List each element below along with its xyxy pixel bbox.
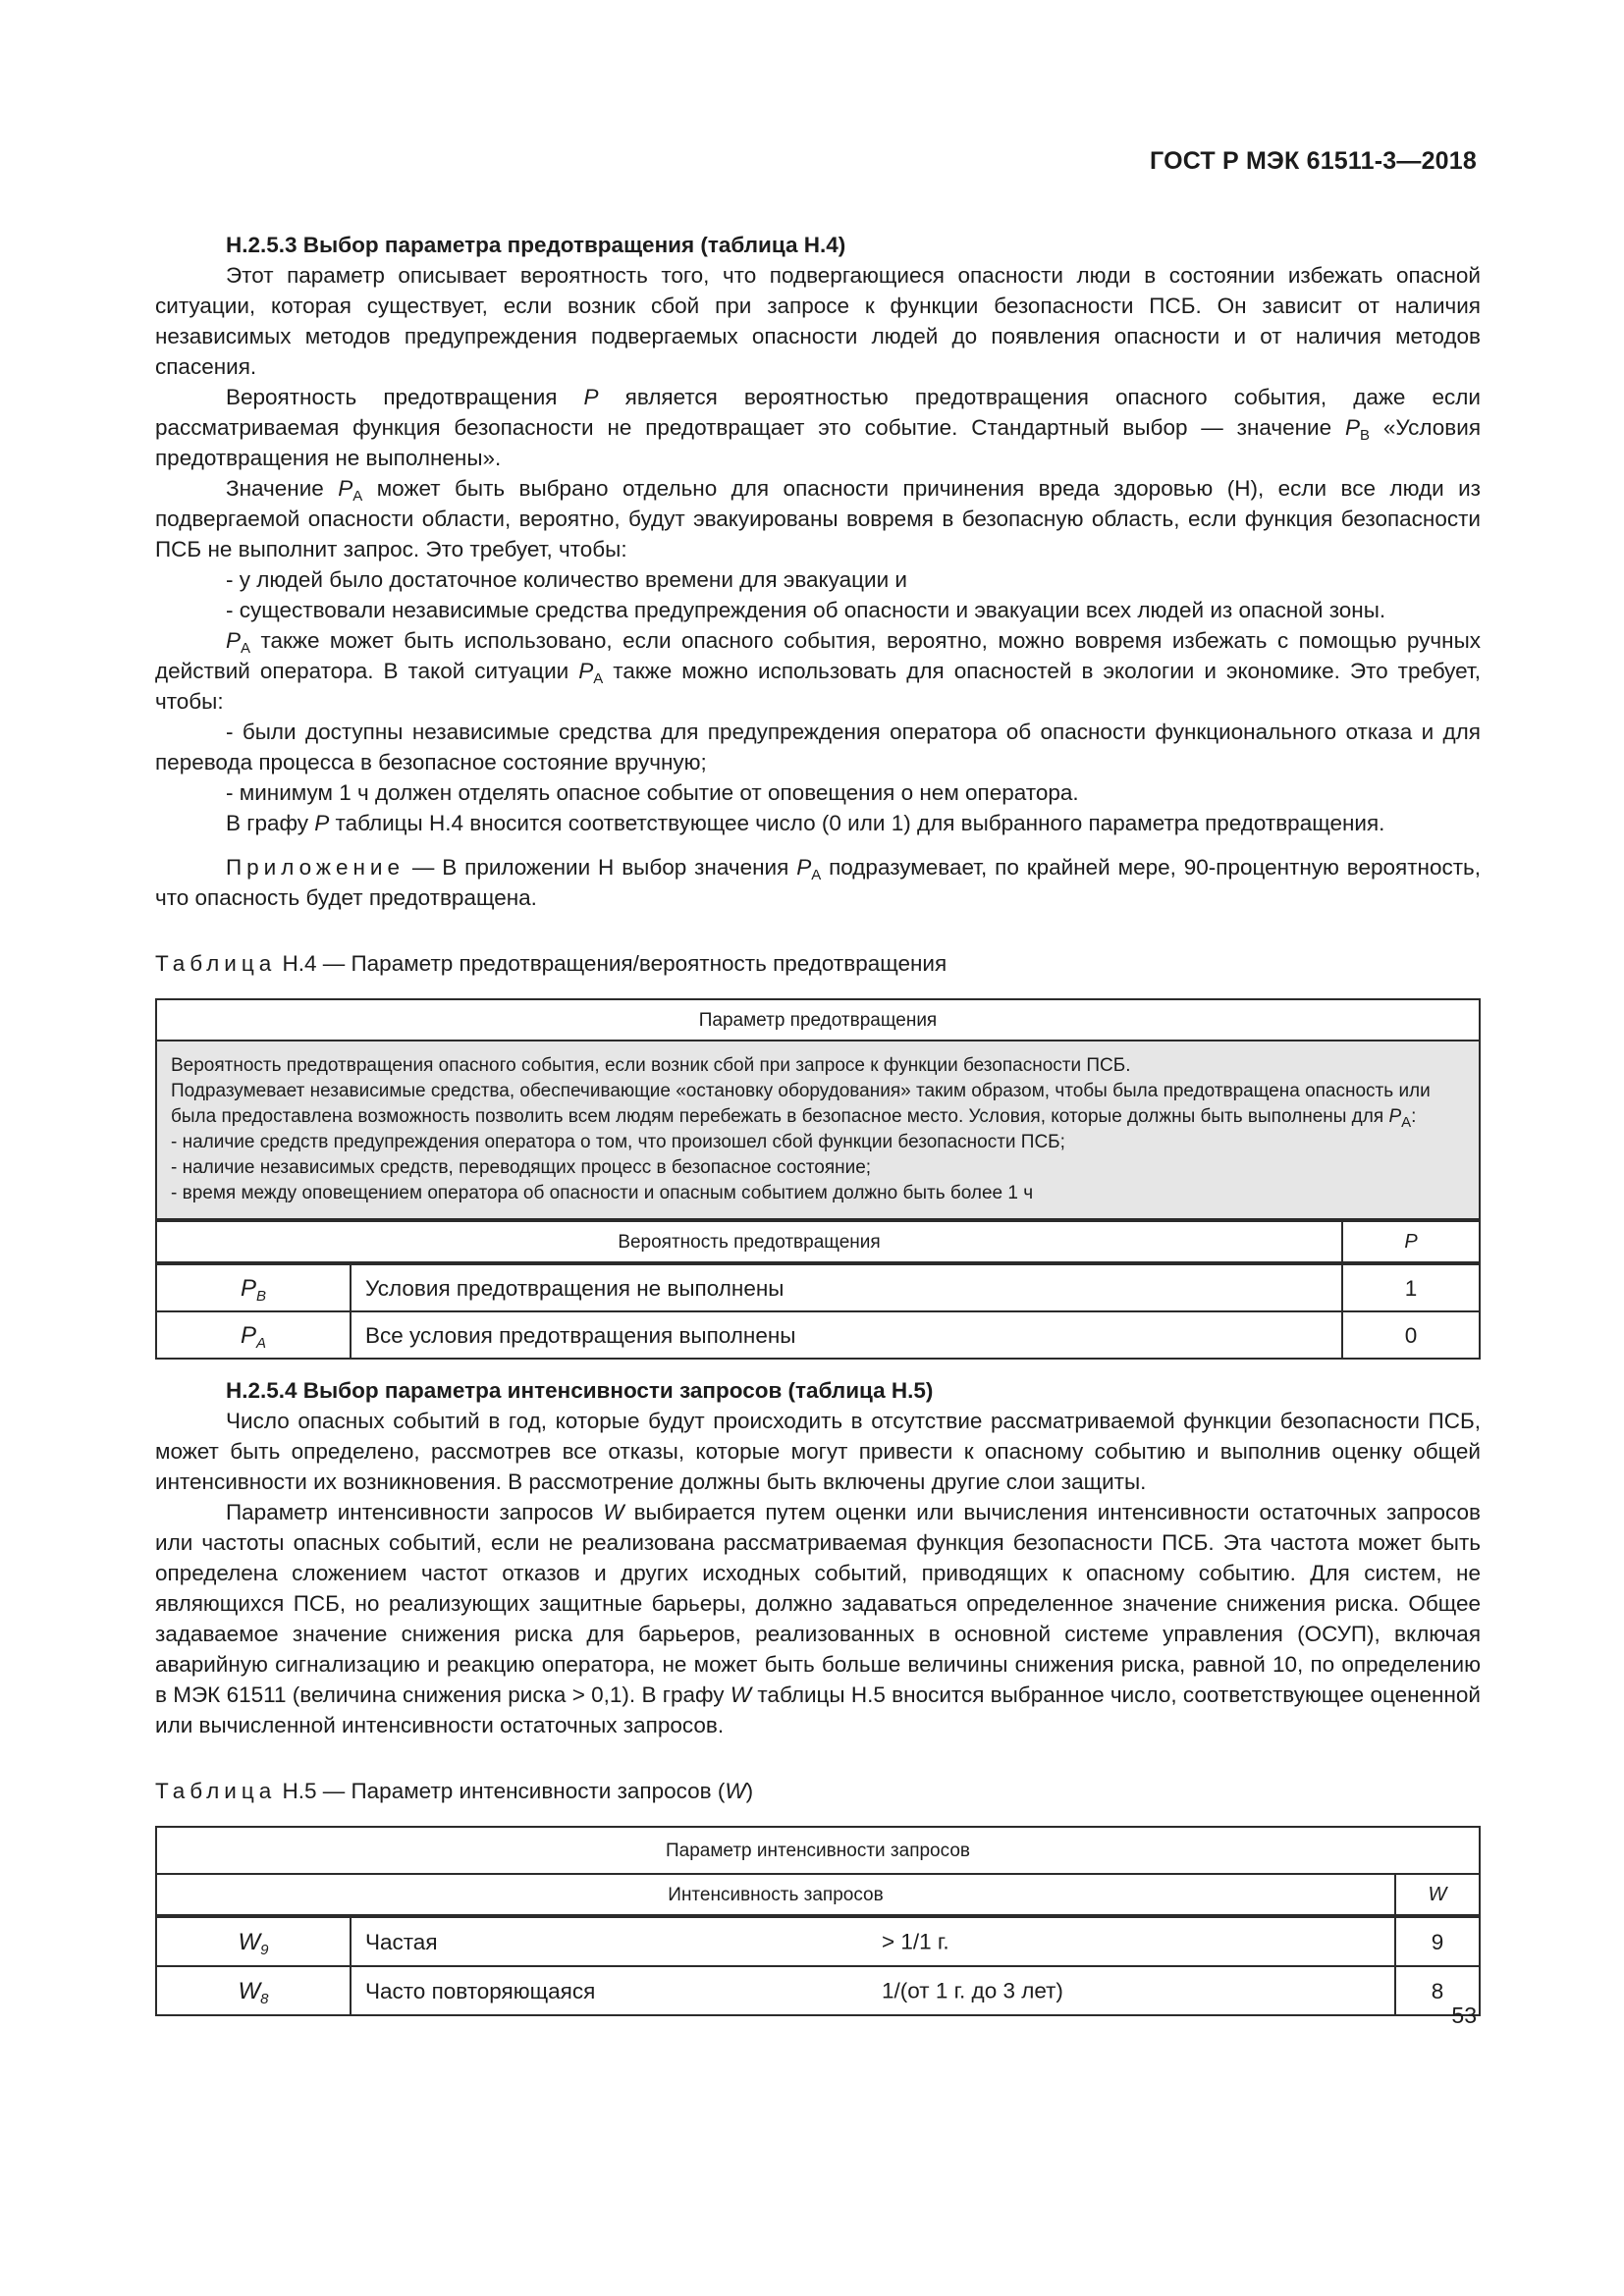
table-title: Параметр интенсивности запросов — [156, 1827, 1480, 1874]
paragraph: $P_A$ также может быть использовано, если опасного события, вероятно, можно вовремя избежать с помощью ручных действий оператора. В такой ситуации $P_A$ также можно использовать для опасностей в экологии и экономике. Это требует, чтобы: — [155, 628, 1481, 714]
page-header: ГОСТ Р МЭК 61511-3—2018 — [1150, 147, 1477, 175]
column-header-w: W — [1395, 1874, 1480, 1916]
page-number: 53 — [1451, 2002, 1477, 2028]
paragraph: Параметр интенсивности запросов W выбирается путем оценки или вычисления интенсивности остаточных запросов или частоты опасных событий, если не реализована рассматриваемая функция безопасности ПСБ. Эта частота может быть определена сложением частот отказов и других исходных событий, приводящих к опасному событию. Для систем, не являющихся ПСБ, но реализующих защитные барьеры, должно задаваться определенное значение снижения риска. Общее задаваемое значение снижения риска для барьеров, реализованных в основной системе управления (ОСУП), включая аварийную сигнализацию и реакцию оператора, не может быть больше величины снижения риска, равной 10, по определению в МЭК 61511 (величина снижения риска > 0,1). В графу W таблицы H.5 вносится выбранное число, соответствующее оцененной или вычисленной интенсивности остаточных запросов. — [155, 1500, 1481, 1737]
column-header-p: P — [1342, 1220, 1480, 1263]
row-value: 9 — [1395, 1916, 1480, 1966]
row-text: Условия предотвращения не выполнены — [351, 1263, 1342, 1311]
table-h5 — [155, 1826, 1481, 2016]
paragraph: В графу P таблицы H.4 вносится соответствующее число (0 или 1) для выбранного параметра предотвращения. — [226, 811, 1385, 835]
table-row — [156, 1263, 1480, 1311]
paragraph: Число опасных событий в год, которые будут происходить в отсутствие рассматриваемой функции безопасности ПСБ, может быть определено, рассмотрев все отказы, которые могут привести к опасному событию и выполнив оценку общей интенсивности их возникновения. В рассмотрение должны быть включены другие слои защиты. — [155, 1409, 1481, 1494]
section-heading-h253: H.2.5.3 Выбор параметра предотвращения (таблица H.4) — [226, 233, 846, 257]
paragraph: Вероятность предотвращения P является вероятностью предотвращения опасного события, даже если рассматриваемая функция безопасности не предотвращает это событие. Стандартный выбор — значение $P_B$ «Условия предотвращения не выполнены». — [155, 385, 1481, 470]
table-row — [156, 1916, 1480, 1966]
document-body — [155, 226, 1481, 2016]
list-item: - были доступны независимые средства для предупреждения оператора об опасности функционального отказа и для перевода процесса в безопасное состояние вручную; — [155, 720, 1481, 774]
table-title: Параметр предотвращения — [156, 999, 1480, 1041]
list-item: - минимум 1 ч должен отделять опасное событие от оповещения о нем оператора. — [226, 780, 1079, 805]
symbol-cell: $W_8$ — [156, 1966, 351, 2015]
row-text: Часто повторяющаяся 1/(от 1 г. до 3 лет) — [351, 1966, 1395, 2015]
column-header: Интенсивность запросов — [156, 1874, 1395, 1916]
row-text: Все условия предотвращения выполнены — [351, 1311, 1342, 1359]
paragraph: Значение $P_A$ может быть выбрано отдельно для опасности причинения вреда здоровью (H), если все люди из подвергаемой опасности области, вероятно, будут эвакуированы вовремя в безопасную область, если функция безопасности ПСБ не выполнит запрос. Это требует, чтобы: — [155, 476, 1481, 561]
table-caption-h5: Таблица H.5 — Параметр интенсивности запросов (W) — [155, 1779, 754, 1803]
table-description: Вероятность предотвращения опасного события, если возник сбой при запросе к функции безопасности ПСБ. Подразумевает независимые средства, обеспечивающие «остановку оборудования» таким образом, чтобы была предотвращена опасность или была предоставлена возможность позволить всем людям перебежать в безопасное место. Условия, которые должны быть выполнены для $P_A$: - наличие средств предупреждения оператора о том, что произошел сбой функции безопасности ПСБ; - наличие независимых средств, переводящих процесс в безопасное состояние; - время между оповещением оператора об опасности и опасным событием должно быть более 1 ч — [156, 1041, 1480, 1220]
column-header: Вероятность предотвращения — [156, 1220, 1342, 1263]
table-row — [156, 1966, 1480, 2015]
table-row — [156, 1311, 1480, 1359]
list-item: - существовали независимые средства предупреждения об опасности и эвакуации всех людей из опасной зоны. — [226, 598, 1386, 622]
row-value: 0 — [1342, 1311, 1480, 1359]
list-item: - у людей было достаточное количество времени для эвакуации и — [226, 567, 907, 592]
symbol-cell: $P_B$ — [156, 1263, 351, 1311]
symbol-cell: $P_A$ — [156, 1311, 351, 1359]
note: Приложение — В приложении H выбор значения $P_A$ подразумевает, по крайней мере, 90-процентную вероятность, что опасность будет предотвращена. — [155, 855, 1481, 910]
paragraph: Этот параметр описывает вероятность того, что подвергающиеся опасности люди в состоянии избежать опасной ситуации, которая существует, если возник сбой при запросе к функции безопасности ПСБ. Он зависит от наличия независимых методов предупреждения подвергаемых опасности людей до появления опасности и от наличия методов спасения. — [155, 263, 1481, 379]
row-frequency: > 1/1 г. — [882, 1929, 949, 1954]
table-caption-h4: Таблица H.4 — Параметр предотвращения/вероятность предотвращения — [155, 951, 947, 976]
row-value: 8 — [1395, 1966, 1480, 2015]
row-value: 1 — [1342, 1263, 1480, 1311]
symbol-cell: $W_9$ — [156, 1916, 351, 1966]
table-h4 — [155, 998, 1481, 1360]
row-text: Частая > 1/1 г. — [351, 1916, 1395, 1966]
row-frequency: 1/(от 1 г. до 3 лет) — [882, 1978, 1063, 2003]
section-heading-h254: H.2.5.4 Выбор параметра интенсивности запросов (таблица H.5) — [226, 1378, 934, 1403]
